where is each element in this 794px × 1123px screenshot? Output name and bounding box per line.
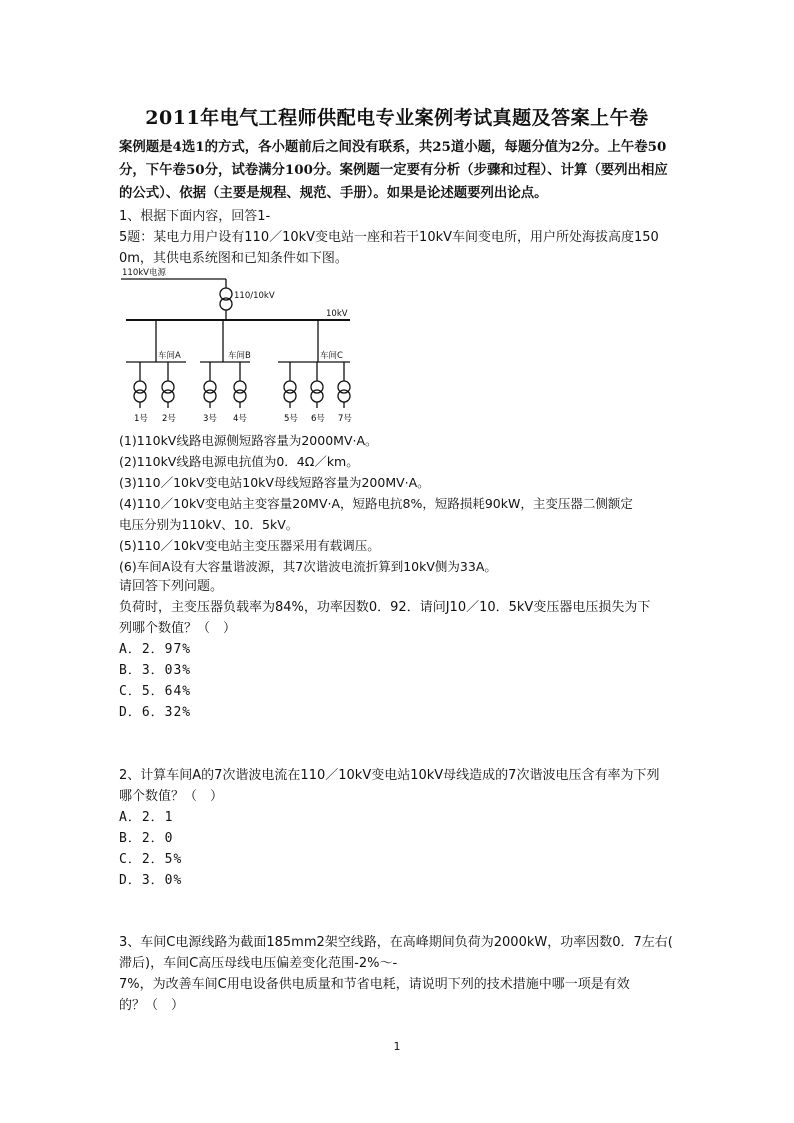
unit-transformer-4-winding-2 bbox=[234, 390, 246, 402]
bus-label: 10kV bbox=[326, 309, 348, 319]
question-1-line1: 负荷时，主变压器负载率为84%，功率因数0．92．请问J10／10．5kV变压器电压损失为下 bbox=[119, 600, 651, 615]
unit-label-7: 7号 bbox=[338, 414, 352, 424]
source-label: 110kV电源 bbox=[122, 268, 166, 278]
question-1-lead: 1、根据下面内容，回答1- bbox=[119, 209, 271, 224]
condition-4-cont: 电压分别为110kV、10．5kV。 bbox=[119, 517, 299, 532]
workshop-a-label: 车间A bbox=[158, 351, 181, 361]
unit-label-1: 1号 bbox=[134, 414, 148, 424]
unit-transformer-3-winding-2 bbox=[204, 390, 216, 402]
unit-transformer-6-winding-2 bbox=[311, 390, 323, 402]
unit-transformer-1-winding-2 bbox=[134, 390, 146, 402]
unit-transformer-5-winding-2 bbox=[284, 390, 296, 402]
workshop-c-label: 车间C bbox=[320, 351, 343, 361]
condition-6: (6)车间A设有大容量谐波源，其7次谐波电流折算到10kV侧为33A。 bbox=[119, 559, 497, 574]
power-system-diagram bbox=[118, 266, 358, 431]
q1-option-c: C．5．64% bbox=[119, 684, 192, 699]
question-1-stem-line2: 0m，其供电系统图和已知条件如下图。 bbox=[119, 251, 348, 266]
unit-label-3: 3号 bbox=[203, 414, 217, 424]
condition-3: (3)110／10kV变电站10kV母线短路容量为200MV·A。 bbox=[119, 475, 430, 490]
q2-option-a: A．2．1 bbox=[119, 810, 174, 825]
question-3-line1: 3、车间C电源线路为截面185mm2架空线路，在高峰期间负荷为2000kW，功率因数0．7左右( bbox=[119, 935, 673, 950]
unit-label-2: 2号 bbox=[162, 414, 176, 424]
unit-label-4: 4号 bbox=[233, 414, 247, 424]
unit-label-5: 5号 bbox=[284, 414, 298, 424]
workshop-b-label: 车间B bbox=[228, 351, 251, 361]
q1-option-b: B．3．03% bbox=[119, 663, 192, 678]
condition-2: (2)110kV线路电源电抗值为0．4Ω／km。 bbox=[119, 454, 359, 469]
question-2-line2: 哪个数值？（ ） bbox=[119, 789, 224, 804]
question-3-line4: 的？（ ） bbox=[119, 998, 185, 1013]
unit-transformers bbox=[134, 362, 350, 408]
page-title: 2011年电气工程师供配电专业案例考试真题及答案上午卷 bbox=[145, 107, 649, 129]
q2-option-b: B．2．0 bbox=[119, 831, 174, 846]
answer-prompt: 请回答下列问题。 bbox=[119, 579, 224, 594]
q1-option-a: A．2．97% bbox=[119, 642, 192, 657]
q1-option-d: D．6．32% bbox=[119, 705, 192, 720]
question-3-line3: 7%，为改善车间C用电设备供电质量和节省电耗，请说明下列的技术措施中哪一项是有效 bbox=[119, 977, 630, 992]
page-number: 1 bbox=[393, 1040, 401, 1053]
intro-paragraph: 案例题是4选1的方式，各小题前后之间没有联系，共25道小题，每题分值为2分。上午卷50分，下午卷50分，试卷满分100分。案例题一定要有分析（步骤和过程）、计算（要列出相应的公式）、依据（主要是规程、规范、手册）。如果是论述题要列出论点。 bbox=[119, 139, 668, 201]
question-1-stem-line1: 5题：某电力用户设有110／10kV变电站一座和若干10kV车间变电所，用户所处海拔高度150 bbox=[119, 230, 659, 245]
unit-transformer-7-winding-2 bbox=[338, 390, 350, 402]
condition-5: (5)110／10kV变电站主变压器采用有载调压。 bbox=[119, 538, 380, 553]
condition-4: (4)110／10kV变电站主变容量20MV·A，短路电抗8%，短路损耗90kW，主变压器二侧额定 bbox=[119, 496, 633, 511]
question-2-line1: 2、计算车间A的7次谐波电流在110／10kV变电站10kV母线造成的7次谐波电压含有率为下列 bbox=[119, 768, 660, 783]
condition-1: (1)110kV线路电源侧短路容量为2000MV·A。 bbox=[119, 433, 378, 448]
unit-labels bbox=[134, 413, 352, 424]
transformer-label: 110/10kV bbox=[234, 291, 275, 301]
question-1-line2: 列哪个数值？（ ） bbox=[119, 621, 237, 636]
unit-transformer-2-winding-2 bbox=[162, 390, 174, 402]
question-3-line2: 滞后)，车间C高压母线电压偏差变化范围-2%～- bbox=[119, 956, 398, 971]
q2-option-c: C．2．5% bbox=[119, 852, 183, 867]
unit-label-6: 6号 bbox=[311, 414, 325, 424]
q2-option-d: D．3．0% bbox=[119, 873, 183, 888]
